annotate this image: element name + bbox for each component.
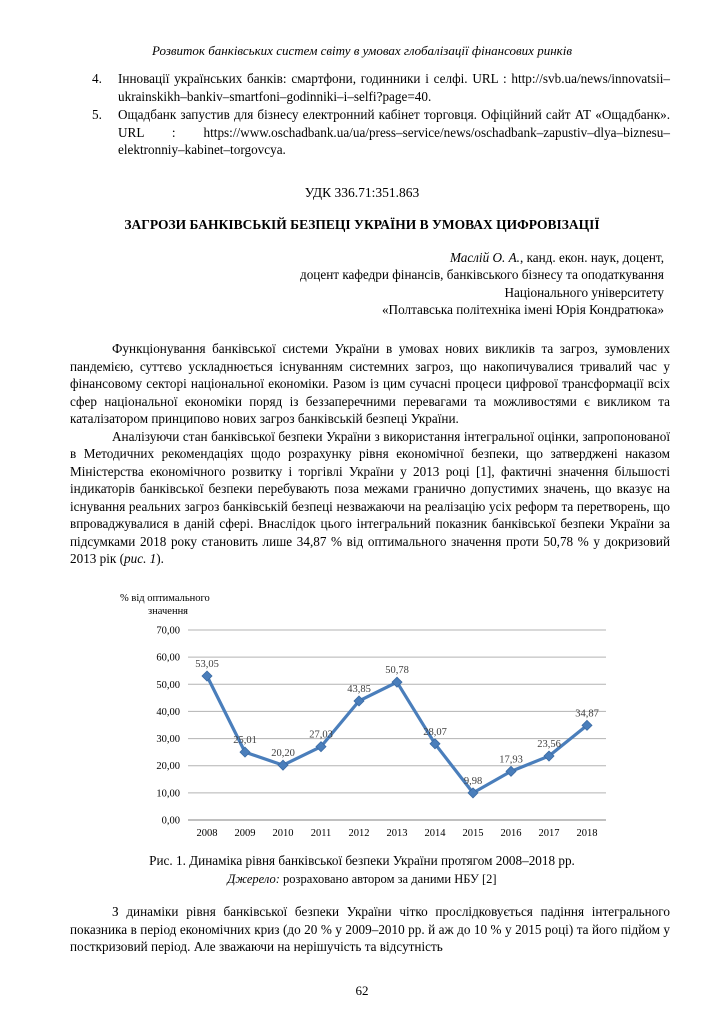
y-tick-label: 10,00: [156, 788, 180, 800]
grid-lines: [188, 630, 606, 820]
x-tick-label: 2018: [576, 828, 598, 839]
page-number: 62: [355, 983, 369, 998]
data-label: 23,56: [537, 739, 561, 751]
line-chart: [118, 590, 618, 850]
x-tick-label: 2008: [196, 828, 218, 839]
y-tick-label: 60,00: [156, 652, 180, 664]
reference-number: 4.: [92, 71, 102, 86]
y-tick-labels: [156, 626, 180, 827]
data-label: 27,03: [309, 729, 333, 741]
chart-svg: [118, 590, 618, 850]
data-point: [278, 760, 288, 770]
x-tick-labels: [197, 828, 598, 839]
y-tick-label: 40,00: [156, 706, 180, 718]
source-label: Джерело:: [227, 872, 280, 886]
series-line: [207, 676, 587, 793]
author-university-name: «Полтавська політехніка імені Юрія Кондратюка»: [381, 302, 664, 318]
paragraph-text: Аналізуючи стан банківської безпеки України з використання інтегральної оцінки, запропонованої в Методичних рекомендаціях щодо розрахунку рівня економічної безпеки, що затверджені наказом Міністерства економічного розвитку і торгівлі України у 2013 році [1], фактичні значення більшості індикаторів банківської безпеки перебувають поза межами гранично допустимих значень, що вказує на існування реальних загроз банківській безпеці незважаючи на реалізацію усіх реформ та перетворень, що впроваджувалися в даній сфері. Внаслідок цього інтегральний показник банківської безпеки України за підсумками 2018 року становить лише 34,87 % від оптимального значення проти 50,78 % у докризовий 2013 рік (: [70, 428, 670, 566]
x-tick-label: 2009: [234, 828, 256, 839]
reference-list: [92, 70, 670, 160]
paragraph: Функціонування банківської системи України в умовах нових викликів та загроз, зумовлених пандемією, суттєво ускладнюється існуванням системних загроз, що накопичувалися тривалий час у фінансовому секторі національної економіки. Разом із цим сучасні процеси цифрової трансформації всіх сфер національної економіки поряд із беззаперечними перевагами та можливостями є викликом та каталізатором принципово нових загроз банківській безпеці України.: [70, 341, 670, 426]
author-position: доцент кафедри фінансів, банківського бізнесу та оподаткування: [299, 267, 664, 283]
data-label: 25,01: [233, 735, 257, 747]
article-title: ЗАГРОЗИ БАНКІВСЬКІЙ БЕЗПЕЦІ УКРАЇНИ В УМОВАХ ЦИФРОВІЗАЦІЇ: [124, 217, 600, 232]
running-header: Розвиток банківських систем світу в умовах глобалізації фінансових ринків: [152, 43, 572, 58]
data-points: [202, 671, 592, 798]
reference-text: Ощадбанк запустив для бізнесу електронний кабінет торговця. Офіційний сайт АТ «Ощадбанк». URL : https://www.oschadbank.ua/ua/press–service/news/oschadbank–zapustiv–dlya–biznesu–elektronniy–kabinet–torgovcya.: [118, 107, 670, 157]
x-tick-label: 2017: [538, 828, 560, 839]
paragraph-end: ).: [156, 551, 164, 566]
x-tick-label: 2012: [348, 828, 370, 839]
reference-text: Інновації українських банків: смартфони, годинники і селфі. URL : http://svb.ua/news/innovatsii–ukrainskikh–bankiv–smartfoni–godinniki–i–selfi?page=40.: [118, 71, 670, 104]
author-degree: , канд. екон. наук, доцент,: [519, 250, 664, 265]
y-axis-label-line2: значення: [148, 606, 189, 617]
data-label: 28,07: [423, 726, 447, 738]
data-label: 9,98: [463, 775, 483, 787]
figure-source: [0, 872, 724, 887]
source-text: розраховано автором за даними НБУ [2]: [279, 872, 497, 886]
x-tick-label: 2013: [386, 828, 408, 839]
y-axis-label-line1: % від оптимального: [120, 593, 210, 604]
author-line: [300, 249, 664, 266]
reference-item: [92, 106, 670, 159]
figure-caption: Рис. 1. Динаміка рівня банківської безпеки України протягом 2008–2018 рр.: [149, 853, 575, 868]
data-label: 20,20: [271, 748, 295, 760]
data-label: 43,85: [347, 683, 371, 695]
figure-reference: рис. 1: [124, 551, 157, 566]
author-block: [300, 249, 664, 319]
x-tick-label: 2010: [272, 828, 294, 839]
data-label: 50,78: [385, 665, 409, 677]
y-tick-label: 30,00: [156, 734, 180, 746]
reference-item: [92, 70, 670, 105]
paragraph: З динаміки рівня банківської безпеки України чітко прослідковується падіння інтегрального показника в період економічних криз (до 20 % у 2009–2010 рр. й аж до 10 % у 2015 році) та його підйом у посткризовий період. Але зважаючи на нерішучість та відсутність: [70, 904, 670, 954]
x-tick-label: 2011: [310, 828, 332, 839]
article-body: [70, 340, 670, 568]
x-tick-label: 2016: [500, 828, 522, 839]
reference-number: 5.: [92, 107, 102, 122]
x-tick-label: 2015: [462, 828, 484, 839]
author-name: Маслій О. А.: [449, 250, 520, 265]
article-body-continued: [70, 903, 670, 956]
udk-code: УДК 336.71:351.863: [304, 185, 420, 200]
y-tick-label: 0,00: [161, 815, 180, 827]
y-tick-label: 70,00: [156, 625, 180, 637]
data-label: 34,87: [575, 708, 599, 720]
y-tick-label: 50,00: [156, 679, 180, 691]
data-label: 17,93: [499, 754, 523, 766]
y-tick-label: 20,00: [156, 761, 180, 773]
author-university: Національного університету: [504, 284, 664, 300]
paragraph: [70, 428, 670, 568]
series-line-layer: [207, 676, 587, 793]
data-label: 53,05: [195, 659, 219, 671]
x-tick-label: 2014: [424, 828, 446, 839]
